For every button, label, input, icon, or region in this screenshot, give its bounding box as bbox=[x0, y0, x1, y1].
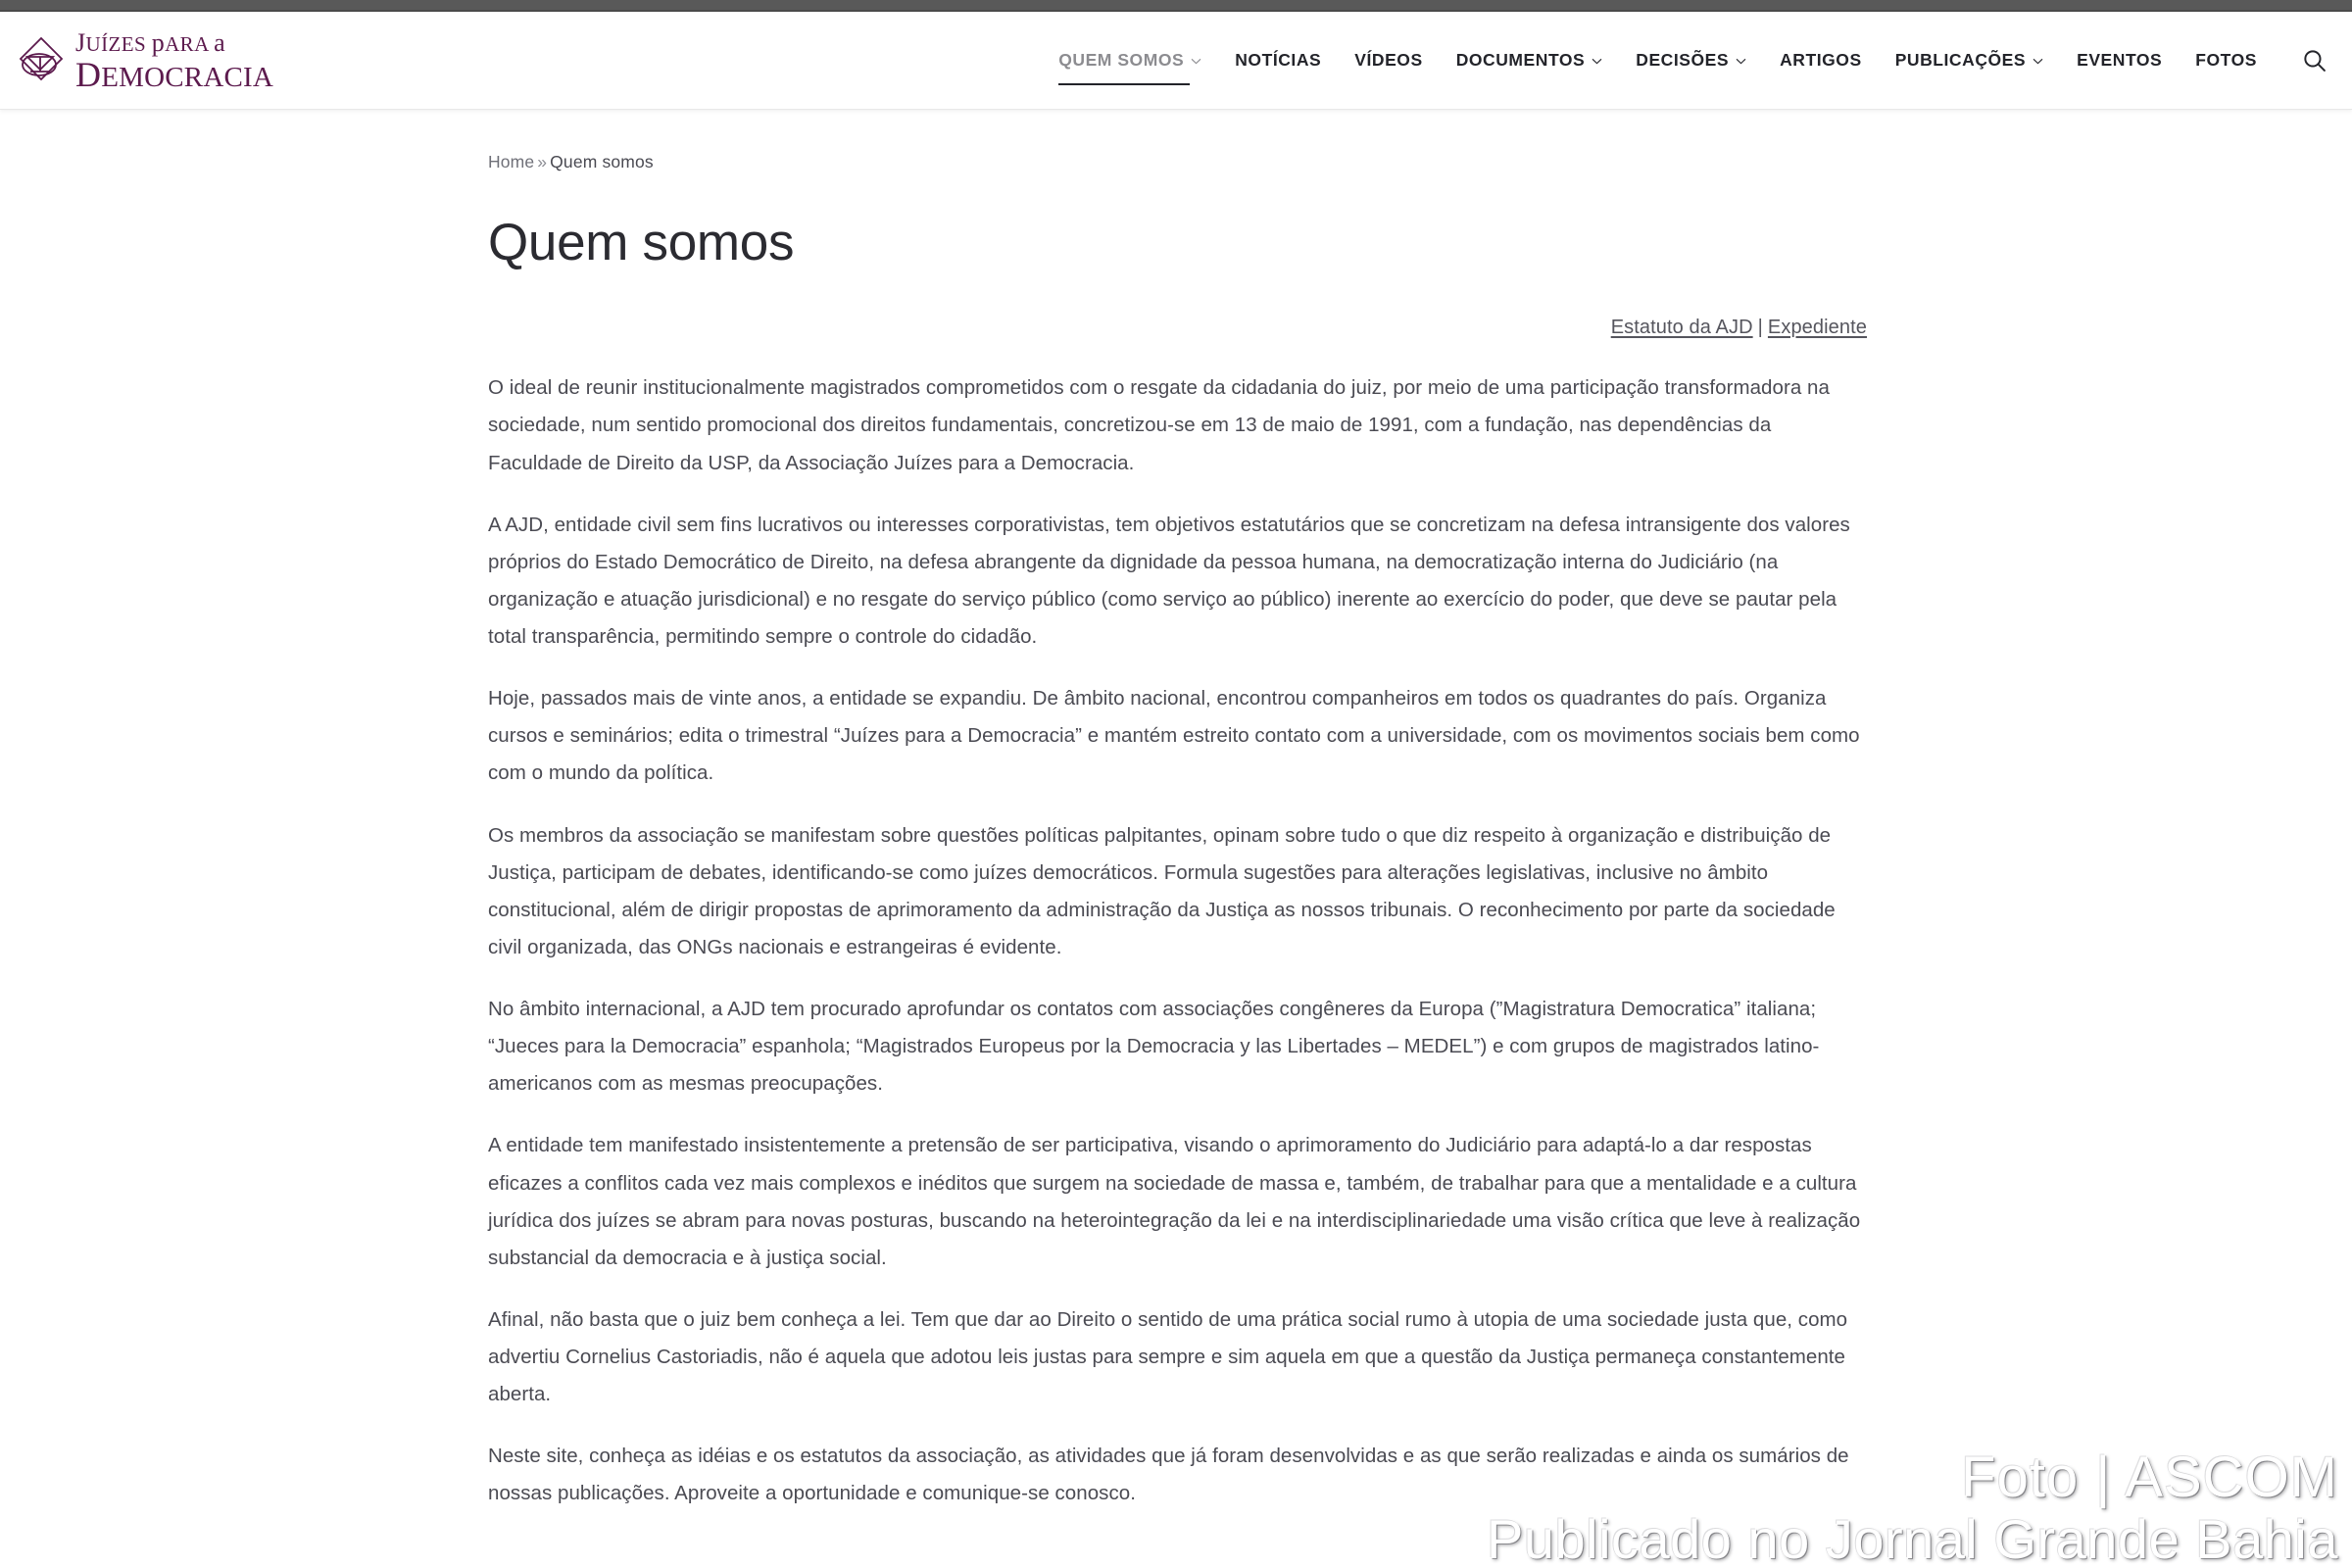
paragraph: O ideal de reunir institucionalmente magistrados comprometidos com o resgate da cidadania do juiz, por meio de uma participação transformadora na sociedade, num sentido promocional dos direitos fundamentais, concretizou-se em 13 de maio de 1991, com a fundação, nas dependências da Faculdade de Direito da USP, da Associação Juízes para a Democracia. bbox=[488, 376, 1830, 474]
logo-wordmark bbox=[75, 28, 273, 92]
search-icon[interactable] bbox=[2302, 48, 2327, 73]
page-content bbox=[0, 110, 2352, 1513]
breadcrumb bbox=[488, 110, 1867, 172]
chevron-down-icon bbox=[1592, 58, 1602, 65]
page-title: Quem somos bbox=[488, 214, 795, 271]
paragraph: A entidade tem manifestado insistentemente a pretensão de ser participativa, visando o aprimoramento do Judiciário para adaptá-lo a dar respostas eficazes a conflitos cada vez mais complexos e inéditos que surgem na sociedade de massa e, também, de trabalhar para que a mentalidade e a cultura jurídica dos juízes se abram para novas posturas, buscando na heterointegração da lei e na interdisciplinariedade uma visão crítica que leve à realização substancial da democracia e à justiça social. bbox=[488, 1134, 1861, 1269]
link-estatuto-ajd[interactable]: Estatuto da AJD bbox=[1610, 317, 1753, 339]
logo-line-2: DEMOCRACIA bbox=[75, 55, 274, 94]
nav-item-videos[interactable] bbox=[1354, 44, 1422, 76]
paragraph: Neste site, conheça as idéias e os estatutos da associação, as atividades que já foram desenvolvidas e as que serão realizadas e ainda os sumários de nossas publicações. Aproveite a oportunidade e comunique-se conosco. bbox=[488, 1445, 1849, 1505]
document-links bbox=[488, 317, 1867, 339]
paragraph: Afinal, não basta que o juiz bem conheça a lei. Tem que dar ao Direito o sentido de uma prática social rumo à utopia de uma sociedade justa que, como advertiu Cornelius Castoriadis, não é aquela que adotou leis justas para sempre e sim aquela em que a questão da Justiça permaneça constantemente aberta. bbox=[488, 1307, 1848, 1406]
nav-item-decisoes[interactable] bbox=[1636, 44, 1746, 76]
chevron-down-icon bbox=[1191, 58, 1201, 65]
nav-label: EVENTOS bbox=[2077, 50, 2163, 70]
paragraph: Os membros da associação se manifestam sobre questões políticas palpitantes, opinam sobre tudo o que diz respeito à organização e distribuição de Justiça, participam de debates, identificando-se como juízes democráticos. Formula sugestões para alterações legislativas, inclusive no âmbito constitucional, além de dirigir propostas de aprimoramento da administração da Justiça as nossos tribunais. O reconhecimento por parte da sociedade civil organizada, das ONGs nacionais e estrangeiras é evidente. bbox=[488, 823, 1836, 958]
content-column bbox=[485, 110, 1867, 1513]
breadcrumb-separator: » bbox=[537, 152, 548, 172]
link-expediente[interactable]: Expediente bbox=[1767, 317, 1867, 339]
nav-label: FOTOS bbox=[2195, 50, 2257, 70]
nav-label: PUBLICAÇÕES bbox=[1894, 50, 2027, 70]
watermark-source: Publicado no Jornal Grande Bahia bbox=[1486, 1507, 2338, 1568]
article-body bbox=[488, 369, 1867, 1512]
watermark-credit: Foto | ASCOM bbox=[1961, 1446, 2338, 1510]
breadcrumb-home[interactable]: Home bbox=[488, 152, 535, 172]
nav-label: DECISÕES bbox=[1636, 50, 1730, 70]
paragraph: No âmbito internacional, a AJD tem procurado aprofundar os contatos com associações congêneres da Europa (”Magistratura Democratica” italiana; “Jueces para la Democracia” espanhola; “Magistrados Europeus por la Democracia y las Libertades – MEDEL”) e com grupos de magistrados latino-americanos com as mesmas preocupações. bbox=[488, 998, 1820, 1096]
nav-label: ARTIGOS bbox=[1780, 50, 1862, 70]
nav-label: DOCUMENTOS bbox=[1455, 50, 1586, 70]
nav-item-quem-somos[interactable] bbox=[1058, 44, 1201, 76]
main-navigation bbox=[1058, 12, 2352, 110]
nav-label: VÍDEOS bbox=[1354, 50, 1423, 70]
site-header bbox=[0, 12, 2352, 110]
nav-item-artigos[interactable] bbox=[1780, 44, 1862, 76]
nav-item-publicacoes[interactable] bbox=[1895, 44, 2043, 76]
nav-label: NOTÍCIAS bbox=[1235, 50, 1322, 70]
nav-label: QUEM SOMOS bbox=[1058, 50, 1185, 70]
paragraph: Hoje, passados mais de vinte anos, a entidade se expandiu. De âmbito nacional, encontrou companheiros em todos os quadrantes do país. Organiza cursos e seminários; edita o trimestral “Juízes para a Democracia” e mantém estreito contato com a universidade, com os movimentos sociais bem como com o mundo da política. bbox=[488, 687, 1860, 785]
chevron-down-icon bbox=[1736, 58, 1746, 65]
browser-top-bar bbox=[0, 0, 2352, 12]
logo-line-1: JUÍZES pARA a bbox=[75, 28, 226, 57]
nav-item-noticias[interactable] bbox=[1235, 44, 1321, 76]
breadcrumb-current: Quem somos bbox=[550, 152, 654, 172]
scales-of-justice-icon bbox=[16, 34, 67, 87]
nav-item-eventos[interactable] bbox=[2077, 44, 2162, 76]
nav-item-documentos[interactable] bbox=[1456, 44, 1603, 76]
chevron-down-icon bbox=[2033, 58, 2043, 65]
link-separator: | bbox=[1757, 317, 1763, 339]
nav-item-fotos[interactable] bbox=[2195, 44, 2257, 76]
paragraph: A AJD, entidade civil sem fins lucrativos ou interesses corporativistas, tem objetivos estatutários que se concretizam na defesa intransigente dos valores próprios do Estado Democrático de Direito, na defesa abrangente da dignidade da pessoa humana, na democratização interna do Judiciário (na organização e atuação jurisdicional) e no resgate do serviço público (como serviço ao público) inerente ao exercício do poder, que deve se pautar pela total transparência, permitindo sempre o controle do cidadão. bbox=[488, 513, 1850, 649]
site-logo[interactable] bbox=[16, 28, 273, 92]
